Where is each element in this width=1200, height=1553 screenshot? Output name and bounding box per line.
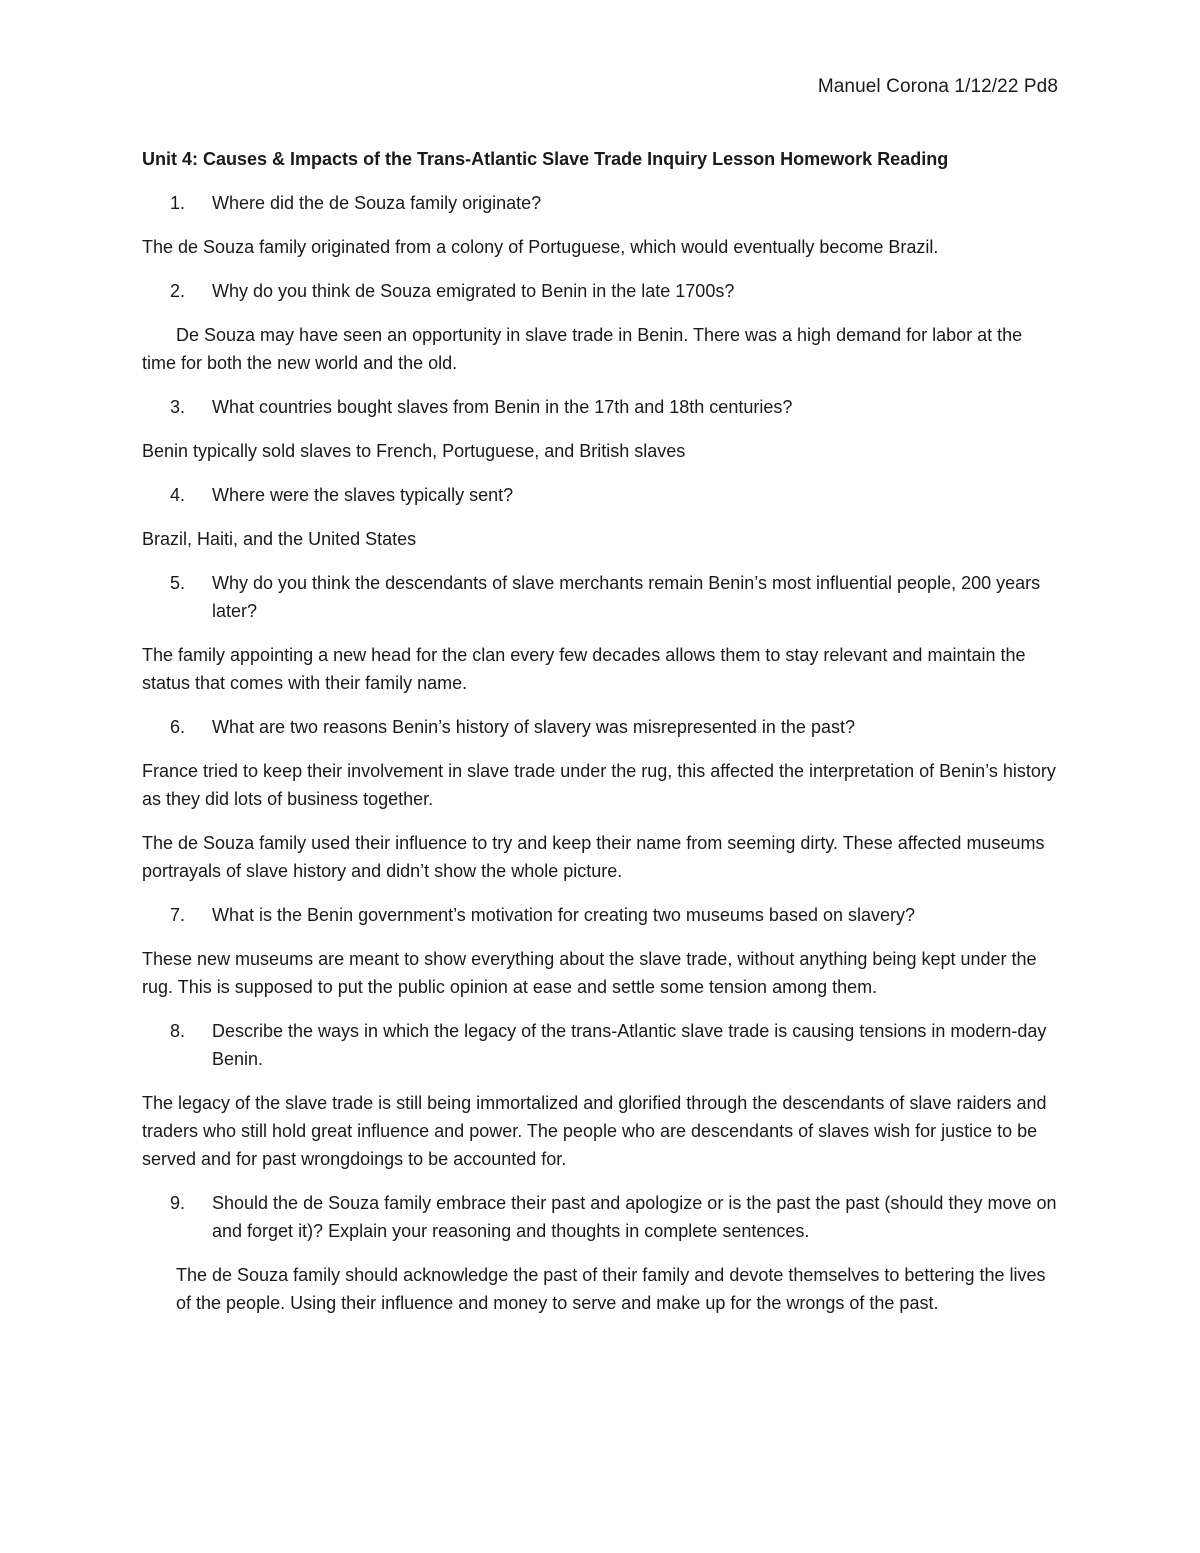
- answer-text: The legacy of the slave trade is still being immortalized and glorified through the descendants of slave raiders and traders who still hold great influence and power. The people who are descendants of slaves wish for justice to be served and for past wrongdoings to be accounted for.: [142, 1093, 1047, 1169]
- answer-text: These new museums are meant to show everything about the slave trade, without anything being kept under the rug. This is supposed to put the public opinion at ease and settle some tension among them.: [142, 949, 1037, 997]
- answer-text: The de Souza family originated from a colony of Portuguese, which would eventually become Brazil.: [142, 237, 939, 257]
- question-text: Where did the de Souza family originate?: [212, 193, 542, 213]
- question-number: 9.: [170, 1193, 186, 1213]
- question-item: [142, 277, 1058, 305]
- question-number: 7.: [170, 905, 186, 925]
- answer-text: Benin typically sold slaves to French, Portuguese, and British slaves: [142, 441, 686, 461]
- question-text: What countries bought slaves from Benin in the 17th and 18th centuries?: [212, 397, 793, 417]
- answer-text: Brazil, Haiti, and the United States: [142, 529, 417, 549]
- question-item: [142, 1017, 1058, 1073]
- question-text: What is the Benin government’s motivation for creating two museums based on slavery?: [212, 905, 916, 925]
- document-title: Unit 4: Causes & Impacts of the Trans-Atlantic Slave Trade Inquiry Lesson Homework Reading: [142, 149, 949, 169]
- question-number: 4.: [170, 485, 186, 505]
- answer-text: France tried to keep their involvement in slave trade under the rug, this affected the interpretation of Benin’s history as they did lots of business together.: [142, 761, 1056, 809]
- question-item: [142, 901, 1058, 929]
- question-text: Where were the slaves typically sent?: [212, 485, 514, 505]
- answer-text: The family appointing a new head for the clan every few decades allows them to stay relevant and maintain the status that comes with their family name.: [142, 645, 1026, 693]
- question-text: What are two reasons Benin’s history of slavery was misrepresented in the past?: [212, 717, 855, 737]
- question-text: Should the de Souza family embrace their past and apologize or is the past the past (should they move on and forget it)? Explain your reasoning and thoughts in complete sentences.: [212, 1193, 1057, 1241]
- question-number: 8.: [170, 1021, 186, 1041]
- question-item: [142, 481, 1058, 509]
- question-number: 5.: [170, 573, 186, 593]
- question-text: Describe the ways in which the legacy of the trans-Atlantic slave trade is causing tensions in modern-day Benin.: [212, 1021, 1047, 1069]
- answer-text: The de Souza family should acknowledge the past of their family and devote themselves to bettering the lives of the people. Using their influence and money to serve and make up for the wrongs of the past.: [176, 1265, 1046, 1313]
- answer-text: The de Souza family used their influence to try and keep their name from seeming dirty. These affected museums portrayals of slave history and didn’t show the whole picture.: [142, 833, 1045, 881]
- question-number: 6.: [170, 717, 186, 737]
- question-item: [142, 1189, 1058, 1245]
- question-number: 3.: [170, 397, 186, 417]
- question-number: 1.: [170, 193, 186, 213]
- question-item: [142, 189, 1058, 217]
- question-text: Why do you think de Souza emigrated to Benin in the late 1700s?: [212, 281, 735, 301]
- question-item: [142, 569, 1058, 625]
- answer-text: De Souza may have seen an opportunity in slave trade in Benin. There was a high demand for labor at the time for both the new world and the old.: [142, 325, 1023, 373]
- question-item: [142, 393, 1058, 421]
- question-number: 2.: [170, 281, 186, 301]
- question-text: Why do you think the descendants of slave merchants remain Benin’s most influential people, 200 years later?: [212, 573, 1041, 621]
- question-item: [142, 713, 1058, 741]
- student-name-date: Manuel Corona 1/12/22 Pd8: [817, 76, 1058, 97]
- document-body: [142, 145, 1058, 1333]
